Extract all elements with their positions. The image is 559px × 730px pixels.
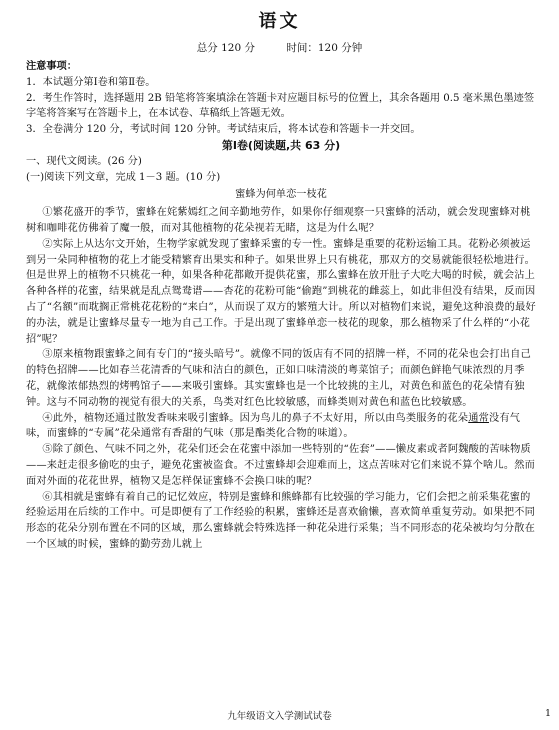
total-score: 总分 120 分	[196, 42, 255, 54]
paragraph-4-start: ④此外，植物还通过散发香味来吸引蜜蜂。因为鸟儿的鼻子不太好用，所以由鸟类服务的花朵	[42, 412, 469, 424]
exam-time: 时间：120 分钟	[286, 42, 363, 54]
page-number: 1	[544, 708, 551, 719]
page-footer: 九年级语文入学测试试卷	[227, 711, 332, 722]
section-title: 第Ⅰ卷(阅读题,共 63 分)	[221, 138, 341, 152]
paragraph-4-end: 没有气味，而蜜蜂的“专属”花朵通常有香甜的气味（那是酯类化合物的味道）。	[26, 412, 521, 440]
subsection-heading: (一)阅读下列文章，完成 1－3 题。(10 分)	[26, 171, 221, 183]
exam-body	[26, 59, 536, 553]
article-paragraph-6: ⑥其相就是蜜蜂有着自己的记忆效应，特别是蜜蜂和熊蜂都有比较强的学习能力，它们会把之前采集花蜜的经验运用在后续的工作中。可是即便有了工作经验的积累，蜜蜂还是喜欢偷懒，喜欢简单重复劳动。如果把不同形态的花朵分别布置在不同的区域，那么蜜蜂就会特殊选择一种花朵进行采集；当不同形态的花朵被均匀分散在一个区域的时候，蜜蜂的勤劳劲儿就上	[26, 491, 535, 550]
page-title: 语文	[258, 11, 301, 32]
article-paragraph-3: ③原来植物跟蜜蜂之间有专门的“接头暗号”。就像不同的饭店有不同的招牌一样，不同的花朵也会打出自己的特色招牌——比如春兰花清香的气味和洁白的颜色，正如口味清淡的粤菜馆子；而颜色鲜艳气味浓烈的月季花，就像浓郁热烈的烤鸭馆子——来吸引蜜蜂。其实蜜蜂也是一个比较挑的主儿，对黄色和蓝色的花朵情有独钟。这与不同动物的视觉有很大的关系，鸟类对红色比较敏感，而蜂类则对黄色和蓝色比较敏感。	[26, 349, 531, 408]
article-paragraph-2: ②实际上从达尔文开始，生物学家就发现了蜜蜂采蜜的专一性。蜜蜂是重要的花粉运输工具。花粉必须被运到另一朵同种植物的花上才能受精繁育出果实和种子。如果世界上只有桃花，那双方的交易就能很轻松地进行。但是世界上的植物不只桃花一种，如果各种花都敞开提供花蜜，那么蜜蜂在放开肚子大吃大喝的时候，就会沾上各种各样的花蜜，结果就是乱点鸳鸯谱——杏花的花粉可能“偷跑”到桃花的雌蕊上，如此非但没有结果，反而因占了“名额”而耽搁正常桃花花粉的“来白”，从而误了双方的繁殖大计。所以对植物们来说，避免这种浪费的最好的办法，就是让蜜蜂尽量专一地为自己工作。于是出现了蜜蜂单恋一枝花的现象，那么植物采了什么样的“小花招”呢？	[26, 238, 536, 345]
article-paragraph-4	[26, 411, 536, 443]
part-heading: 一、现代文阅读。(26 分)	[26, 155, 142, 167]
article-paragraph-5: ⑤除了颜色、气味不同之外，花朵们还会在花蜜中添加一些特别的“佐套”——懒皮素或者阿魏酸的苦味物质——来赶走很多偷吃的虫子，避免花蜜被盗食。不过蜜蜂却会迎难而上，这点苦味对它们来说不算个啥儿。然而面对外面的花花世界，植物又是怎样保证蜜蜂不会换口味的呢？	[26, 444, 535, 487]
notice-item-3: 3．全卷满分 120 分，考试时间 120 分钟。考试结束后，将本试卷和答题卡一并交回。	[26, 124, 421, 136]
article-paragraph-1: ①繁花盛开的季节，蜜蜂在姹紫嫣红之间辛勤地劳作，如果你仔细观察一只蜜蜂的活动，就会发现蜜蜂对桃树和咖啡花仿佛着了魔一般，而对其他植物的花朵视若无睹，这是为什么呢？	[26, 207, 531, 234]
exam-meta	[0, 40, 559, 55]
notice-item-1: 1．本试题分第Ⅰ卷和第Ⅱ卷。	[26, 76, 156, 88]
notice-heading: 注意事项：	[26, 61, 77, 72]
article-title: 蜜蜂为何单恋一枝花	[235, 189, 327, 201]
notice-item-2: 2．考生作答时，选择题用 2B 铅笔将答案填涂在答题卡对应题目标号的位置上，其余各题用 0.5 毫米黑色墨迹签字笔将答案写在答题卡上，在本试卷、草稿纸上答题无效。	[26, 92, 535, 120]
underlined-word: 通常	[468, 412, 489, 424]
